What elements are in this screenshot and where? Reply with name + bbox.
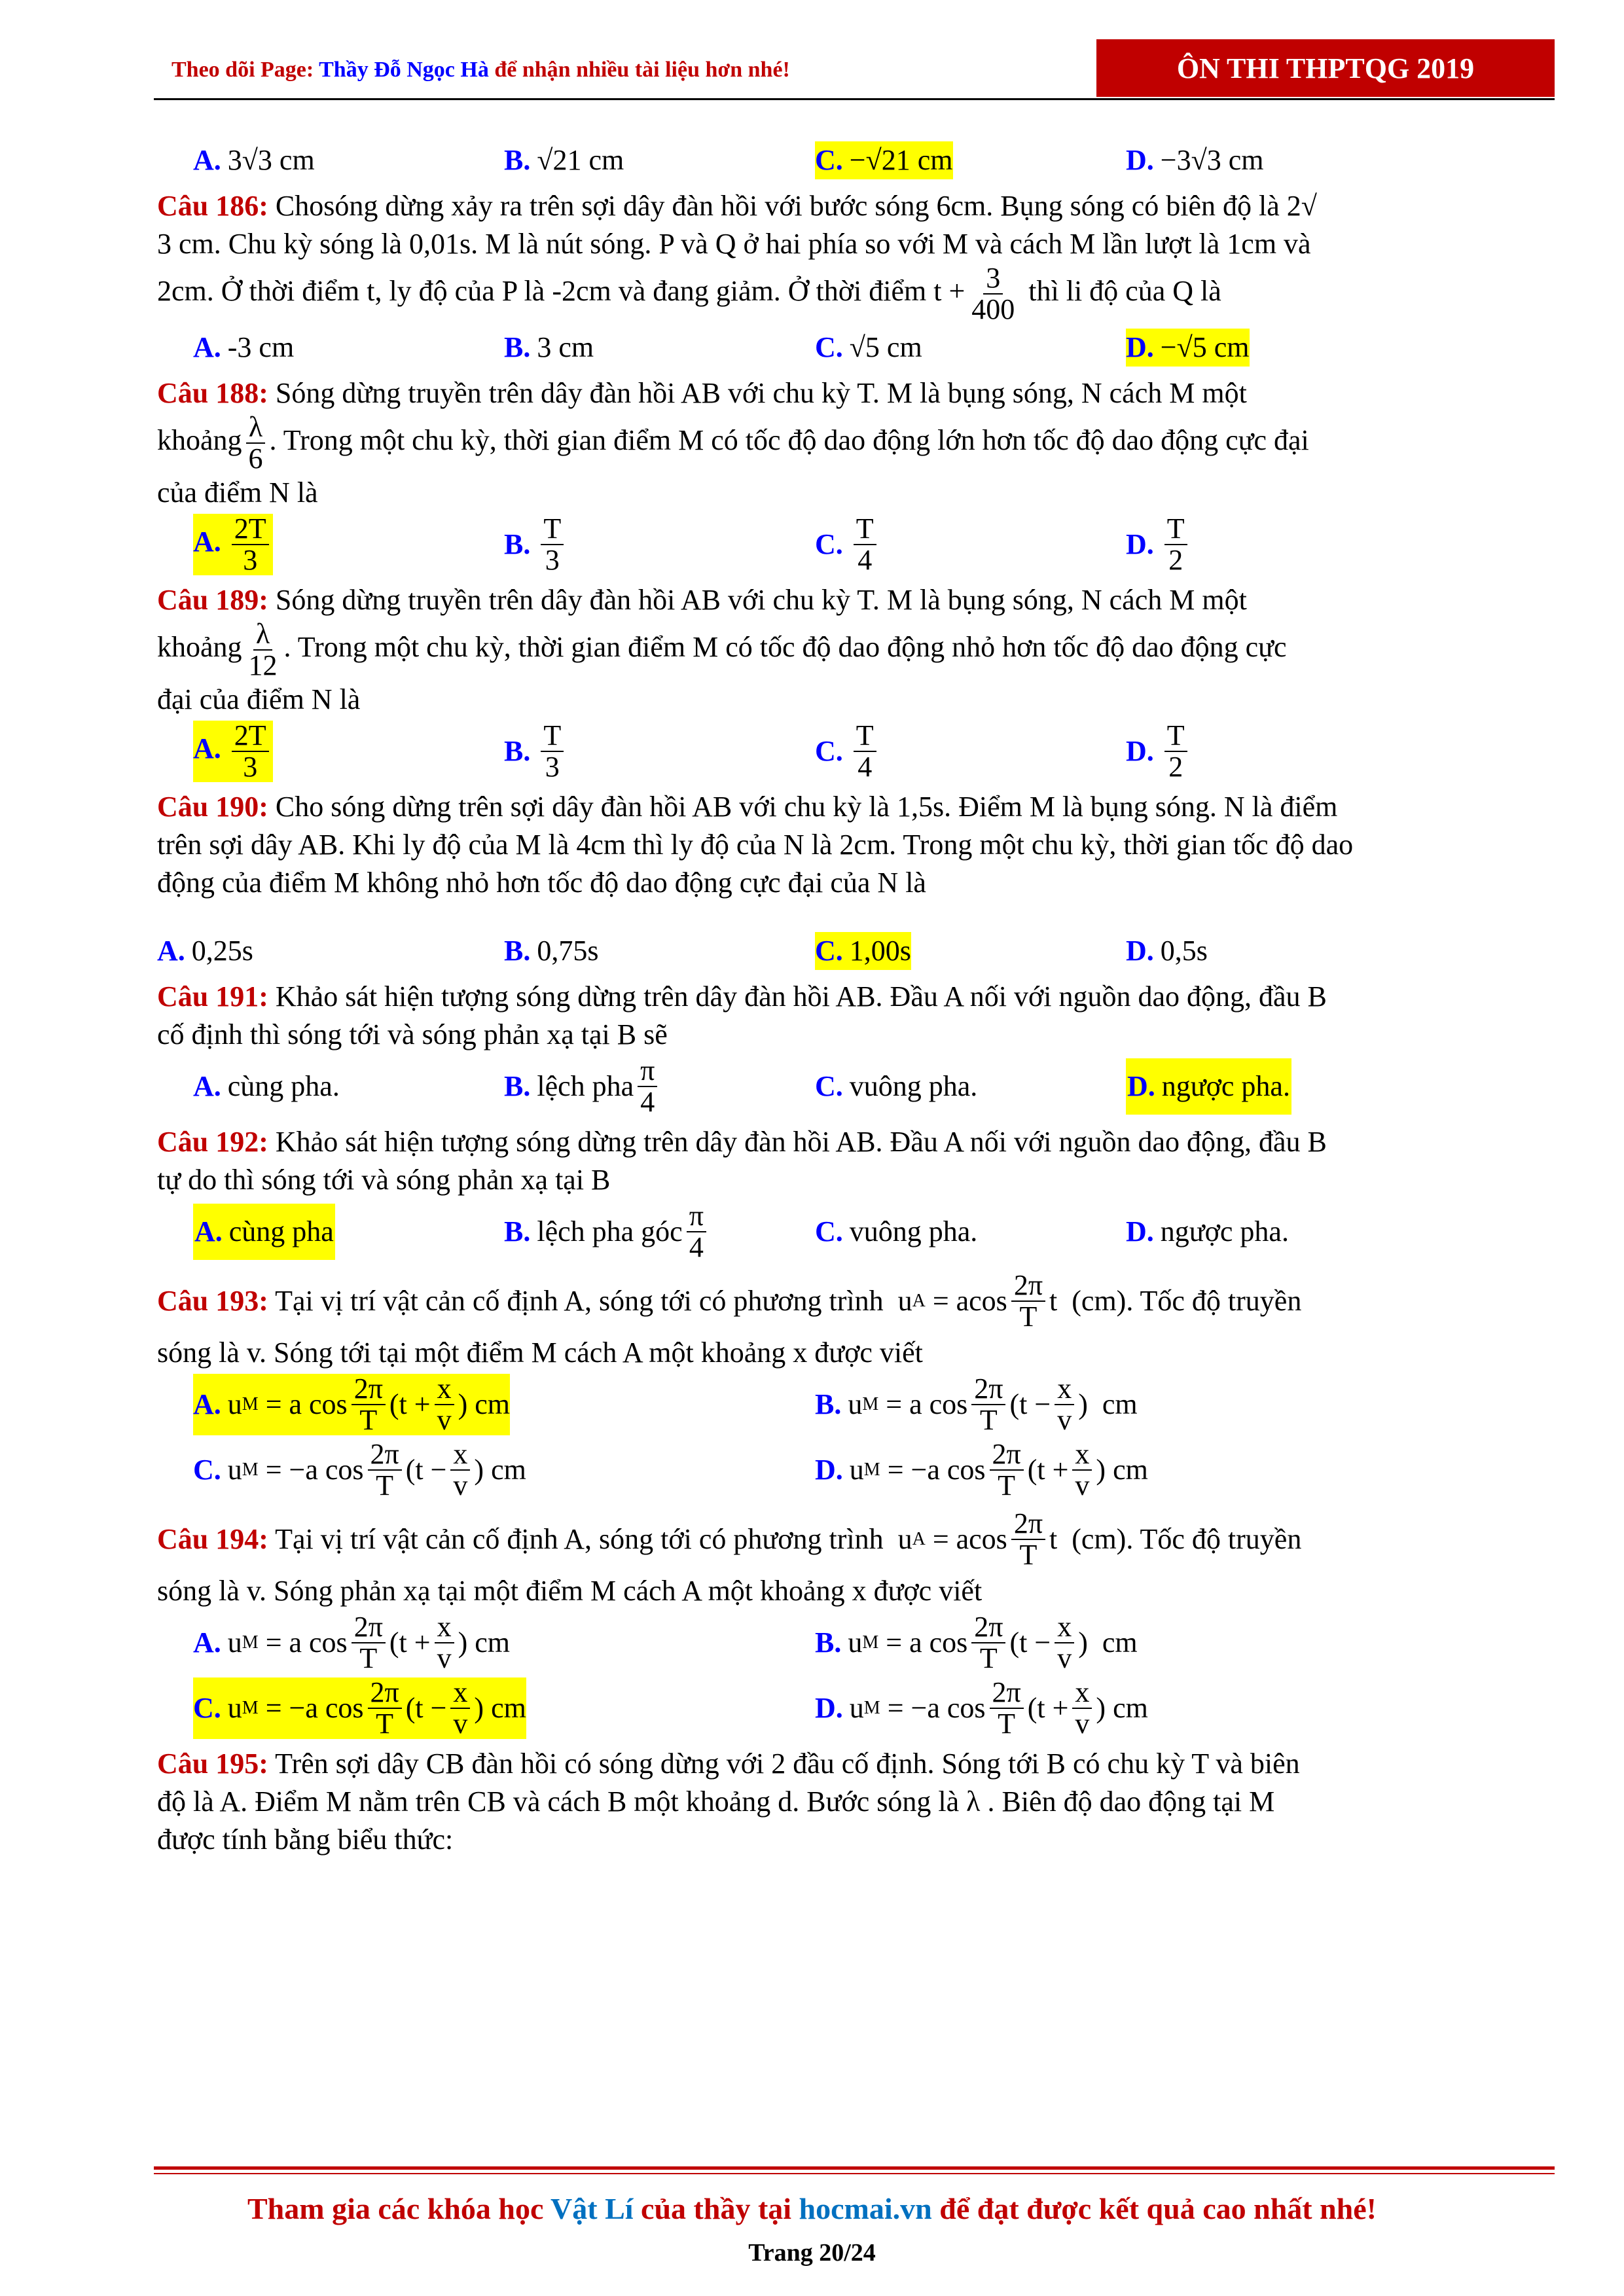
question-194: Câu 194: Tại vị trí vật cản cố định A, sóng tới có phương trình u A = acos $\frac{2\pi}{T}$ t (cm). Tốc độ truyền sóng là v. Sóng phản xạ tại một điểm M cách A một khoảng x được viết A. u M = a cos $\frac{2\pi}{T}$ (t + $\frac{x}{v}$ ) cm B. u M = a cos $\frac{2\pi}{T}$ (t − $\frac{x}{v}$ ) cm C. u M = −a cos $\frac{2\pi}{T}$ (t − $\frac{x}{v}$ ) cm D. u M = −a cos $\frac{2\pi}{T}$ (t + $\frac{x}{v}$ ) cm xyxy=(157,1507,1545,1741)
fraction: $\frac{\lambda}{6}$ xyxy=(246,412,266,474)
option-b[interactable]: B. $\frac{T}{3}$ xyxy=(504,719,568,784)
option-c[interactable]: C. u M = −a cos $\frac{2\pi}{T}$ (t − $\frac{x}{v}$ ) cm xyxy=(193,1676,526,1740)
option-b[interactable]: B. u M = a cos $\frac{2\pi}{T}$ (t − $\frac{x}{v}$ ) cm xyxy=(815,1372,1138,1436)
question-label: Câu 191: xyxy=(157,980,268,1013)
fraction: $\frac{\lambda}{12}$ xyxy=(248,618,278,681)
question-191: Câu 191: Khảo sát hiện tượng sóng dừng trên dây đàn hồi AB. Đầu A nối với nguồn dao động, đầu B cố định thì sóng tới và sóng phản xạ tại B sẽ A. cùng pha. B. lệch pha $\frac{\pi}{4}$ C. vuông pha. D. ngược pha. xyxy=(157,978,1545,1119)
option-c[interactable]: C. $\frac{T}{4}$ xyxy=(815,512,880,577)
options xyxy=(157,1610,1545,1676)
options xyxy=(157,1437,1545,1503)
fraction: $\frac{3}{400}$ xyxy=(971,262,1015,325)
question-label: Câu 194: xyxy=(157,1523,268,1555)
option-d[interactable]: D. −√5 cm xyxy=(1126,325,1250,370)
options xyxy=(157,512,1545,577)
header-badge: ÔN THI THPTQG 2019 xyxy=(1096,39,1555,97)
option-b[interactable]: B. $\frac{T}{3}$ xyxy=(504,512,568,577)
option-d[interactable]: D. ngược pha. xyxy=(1126,1215,1289,1247)
options xyxy=(157,719,1545,784)
option-c[interactable]: C. √5 cm xyxy=(815,331,922,363)
option-a[interactable]: A. u M = a cos $\frac{2\pi}{T}$ (t + $\frac{x}{v}$ ) cm xyxy=(193,1611,511,1674)
question-192: Câu 192: Khảo sát hiện tượng sóng dừng trên dây đàn hồi AB. Đầu A nối với nguồn dao động, đầu B tự do thì sóng tới và sóng phản xạ tại B A. cùng pha B. lệch pha góc $\frac{\pi}{4}$ C. vuông pha. D. ngược pha. xyxy=(157,1123,1545,1265)
option-b[interactable]: B. 0,75s xyxy=(504,935,599,967)
option-c[interactable]: C. u M = −a cos $\frac{2\pi}{T}$ (t − $\frac{x}{v}$ ) cm xyxy=(193,1438,526,1501)
options xyxy=(157,325,1545,370)
question-label: Câu 188: xyxy=(157,377,268,409)
question-190: Câu 190: Cho sóng dừng trên sợi dây đàn hồi AB với chu kỳ là 1,5s. Điểm M là bụng sóng. N là điểm trên sợi dây AB. Khi ly độ của M là 4cm thì ly độ của N là 2cm. Trong một chu kỳ, thời gian tốc độ dao động của điểm M không nhỏ hơn tốc độ dao động cực đại của N là A. 0,25s B. 0,75s C. 1,00s D. 0,5s xyxy=(157,788,1545,974)
question-188: Câu 188: Sóng dừng truyền trên dây đàn hồi AB với chu kỳ T. M là bụng sóng, N cách M một khoảng $\frac{\lambda}{6}$ . Trong một chu kỳ, thời gian điểm M có tốc độ dao động lớn hơn tốc độ dao động cực đại của điểm N là A. $\frac{2T}{3}$ B. $\frac{T}{3}$ C. $\frac{T}{4}$ D. $\frac{T}{2}$ xyxy=(157,374,1545,577)
option-a[interactable]: A. 0,25s xyxy=(157,935,253,967)
option-a[interactable]: A. -3 cm xyxy=(193,331,295,363)
header-author[interactable]: Thầy Đỗ Ngọc Hà xyxy=(319,58,489,82)
option-a[interactable]: A. cùng pha xyxy=(193,1199,335,1265)
option-d[interactable]: D. $\frac{T}{2}$ xyxy=(1126,719,1191,784)
option-b[interactable]: B. √21 cm xyxy=(504,144,624,176)
question-label: Câu 186: xyxy=(157,190,268,222)
question-label: Câu 190: xyxy=(157,791,268,823)
footer-subject: Vật Lí xyxy=(550,2192,634,2225)
question-list xyxy=(157,137,1545,1859)
footer-divider-thin xyxy=(154,2173,1555,2174)
option-b[interactable]: B. u M = a cos $\frac{2\pi}{T}$ (t − $\frac{x}{v}$ ) cm xyxy=(815,1611,1138,1674)
options xyxy=(157,1054,1545,1119)
option-b[interactable]: B. 3 cm xyxy=(504,331,594,363)
options xyxy=(157,1676,1545,1741)
header-divider xyxy=(154,98,1555,100)
option-d[interactable]: D. $\frac{T}{2}$ xyxy=(1126,512,1191,577)
option-a[interactable]: A. u M = a cos $\frac{2\pi}{T}$ (t + $\frac{x}{v}$ ) cm xyxy=(193,1372,511,1436)
option-a[interactable]: A. $\frac{2T}{3}$ xyxy=(193,719,273,784)
option-a[interactable]: A. cùng pha. xyxy=(193,1070,340,1102)
option-c[interactable]: C. $\frac{T}{4}$ xyxy=(815,719,880,784)
footer-promo: Tham gia các khóa học Vật Lí của thầy tại hocmai.vn để đạt được kết quả cao nhất nhé! xyxy=(247,2192,1377,2225)
option-a[interactable]: A. 3√3 cm xyxy=(193,144,315,176)
option-c[interactable]: C. 1,00s xyxy=(815,928,911,974)
option-c[interactable]: C. vuông pha. xyxy=(815,1215,978,1247)
option-d[interactable]: D. u M = −a cos $\frac{2\pi}{T}$ (t + $\frac{x}{v}$ ) cm xyxy=(815,1676,1148,1740)
question-label: Câu 189: xyxy=(157,584,268,616)
option-d[interactable]: D. −3√3 cm xyxy=(1126,144,1264,176)
prev-question-options xyxy=(157,137,1545,183)
option-c[interactable]: C. −√21 cm xyxy=(815,137,953,183)
header-left xyxy=(171,58,790,82)
options xyxy=(157,928,1545,974)
question-189: Câu 189: Sóng dừng truyền trên dây đàn hồi AB với chu kỳ T. M là bụng sóng, N cách M một khoảng $\frac{\lambda}{12}$ . Trong một chu kỳ, thời gian điểm M có tốc độ dao động nhỏ hơn tốc độ dao động cực đại của điểm N là A. $\frac{2T}{3}$ B. $\frac{T}{3}$ C. $\frac{T}{4}$ D. $\frac{T}{2}$ xyxy=(157,581,1545,784)
option-d[interactable]: D. 0,5s xyxy=(1126,935,1208,967)
question-label: Câu 192: xyxy=(157,1126,268,1158)
header-prefix: Theo dõi Page: xyxy=(171,58,319,82)
options xyxy=(157,1199,1545,1265)
option-d[interactable]: D. u M = −a cos $\frac{2\pi}{T}$ (t + $\frac{x}{v}$ ) cm xyxy=(815,1438,1148,1501)
option-b[interactable]: B. lệch pha $\frac{\pi}{4}$ xyxy=(504,1054,661,1119)
options xyxy=(157,1372,1545,1437)
question-186: Câu 186: Chosóng dừng xảy ra trên sợi dây đàn hồi với bước sóng 6cm. Bụng sóng có biên độ là 2√ 3 cm. Chu kỳ sóng là 0,01s. M là nút sóng. P và Q ở hai phía so với M và cách M lần lượt là 1cm và 2cm. Ở thời điểm t, ly độ của P là -2cm và đang giảm. Ở thời điểm t + $\frac{3}{400}$ thì li độ của Q là A. -3 cm B. 3 cm C. √5 cm D. −√5 cm xyxy=(157,187,1545,370)
question-195: Câu 195: Trên sợi dây CB đàn hồi có sóng dừng với 2 đầu cố định. Sóng tới B có chu kỳ T và biên độ là A. Điểm M nằm trên CB và cách B một khoảng d. Bước sóng là λ . Biên độ dao động tại M được tính bằng biểu thức: xyxy=(157,1748,1300,1856)
footer-site-link[interactable]: hocmai.vn xyxy=(799,2192,932,2225)
question-193: Câu 193: Tại vị trí vật cản cố định A, sóng tới có phương trình u A = acos $\frac{2\pi}{T}$ t (cm). Tốc độ truyền sóng là v. Sóng tới tại một điểm M cách A một khoảng x được viết A. u M = a cos $\frac{2\pi}{T}$ (t + $\frac{x}{v}$ ) cm B. u M = a cos $\frac{2\pi}{T}$ (t − $\frac{x}{v}$ ) cm C. u M = −a cos $\frac{2\pi}{T}$ (t − $\frac{x}{v}$ ) cm D. u M = −a cos $\frac{2\pi}{T}$ (t + $\frac{x}{v}$ ) cm xyxy=(157,1268,1545,1503)
header-suffix: để nhận nhiều tài liệu hơn nhé! xyxy=(488,58,790,82)
option-b[interactable]: B. lệch pha góc $\frac{\pi}{4}$ xyxy=(504,1199,710,1265)
page-number: Trang 20/24 xyxy=(748,2239,876,2267)
question-label: Câu 193: xyxy=(157,1285,268,1317)
question-label: Câu 195: xyxy=(157,1748,268,1780)
option-d[interactable]: D. ngược pha. xyxy=(1126,1054,1291,1119)
footer-divider xyxy=(154,2166,1555,2170)
option-a[interactable]: A. $\frac{2T}{3}$ xyxy=(193,512,273,577)
option-c[interactable]: C. vuông pha. xyxy=(815,1070,978,1102)
